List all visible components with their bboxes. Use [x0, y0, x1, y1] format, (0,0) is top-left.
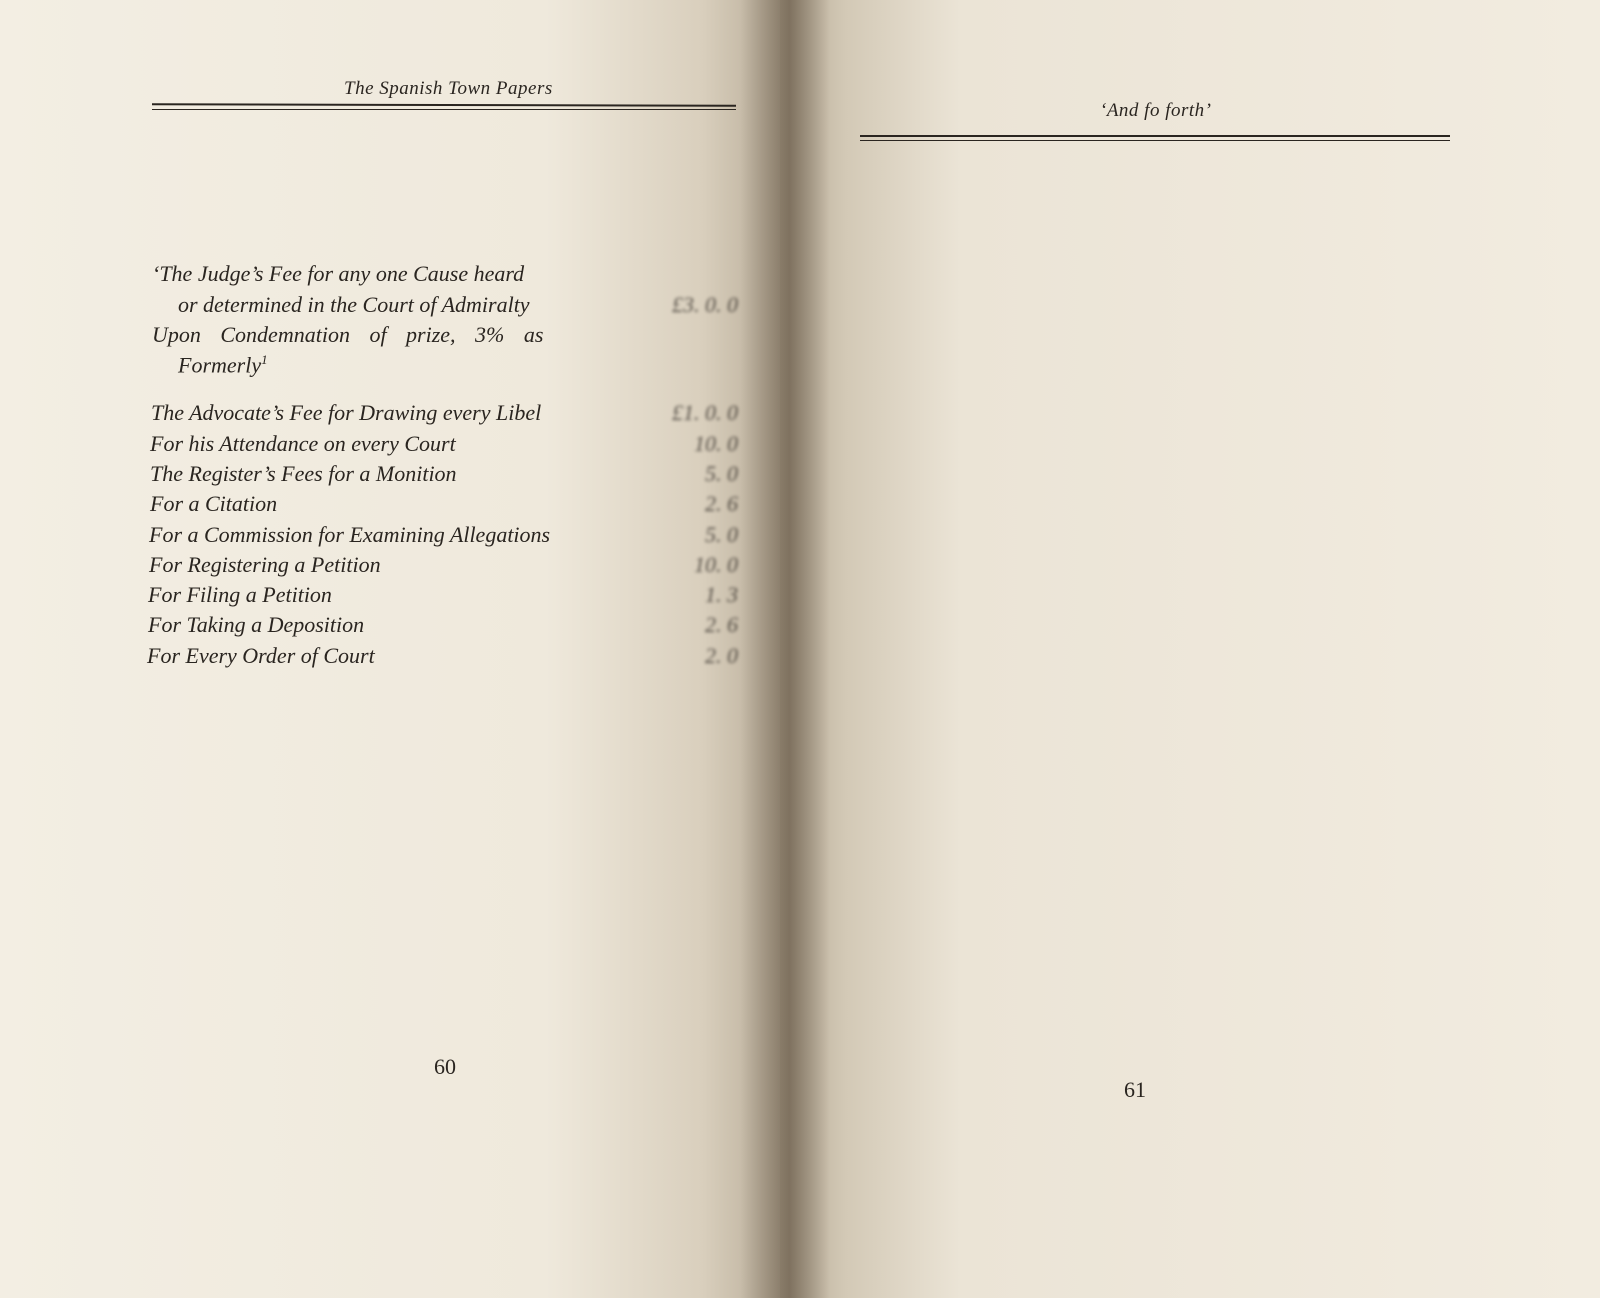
fee-label: For Filing a Petition	[148, 582, 332, 607]
fee-label: For Taking a Deposition	[148, 612, 365, 637]
book-gutter	[740, 0, 830, 1298]
fee-label: For his Attendance on every Court	[150, 431, 456, 456]
fee-label: For Registering a Petition	[149, 552, 381, 577]
footnote-marker: 1	[261, 352, 268, 367]
judge-fee-amount: £3. 0. 0	[672, 292, 738, 317]
right-head-rule	[860, 135, 1450, 137]
right-head-rule-thin	[860, 140, 1450, 141]
judge-fee-line: Upon Condemnation of prize, 3% as	[152, 322, 544, 347]
right-running-head: ‘And fo forth’	[1100, 100, 1212, 121]
fee-amount: 1. 3	[705, 582, 738, 607]
fee-label: The Advocate’s Fee for Drawing every Libel	[151, 400, 542, 425]
judge-fee-line: ‘The Judge’s Fee for any one Cause heard	[152, 261, 525, 286]
fee-label: For Every Order of Court	[147, 643, 375, 668]
fee-amount: 2. 6	[705, 491, 738, 516]
fee-amount: 2. 6	[705, 612, 738, 637]
left-head-rule-thin	[152, 109, 736, 110]
left-page-number: 60	[434, 1054, 456, 1079]
fee-amount: 5. 0	[705, 522, 738, 547]
right-page	[780, 0, 1600, 1298]
fee-amount: 2. 0	[705, 643, 738, 668]
fee-amount: £1. 0. 0	[672, 400, 738, 425]
fee-label: The Register’s Fees for a Monition	[150, 461, 457, 486]
judge-fee-line	[178, 352, 268, 378]
left-running-head: The Spanish Town Papers	[344, 78, 553, 99]
right-page-number: 61	[1124, 1077, 1146, 1102]
fee-amount: 10. 0	[694, 552, 738, 577]
fee-amount: 5. 0	[705, 461, 738, 486]
fee-label: For a Commission for Examining Allegations	[149, 522, 551, 547]
judge-fee-line: or determined in the Court of Admiralty	[178, 292, 530, 317]
judge-fee-formerly: Formerly	[178, 352, 262, 378]
fee-label: For a Citation	[150, 491, 278, 516]
fee-amount: 10. 0	[694, 431, 738, 456]
